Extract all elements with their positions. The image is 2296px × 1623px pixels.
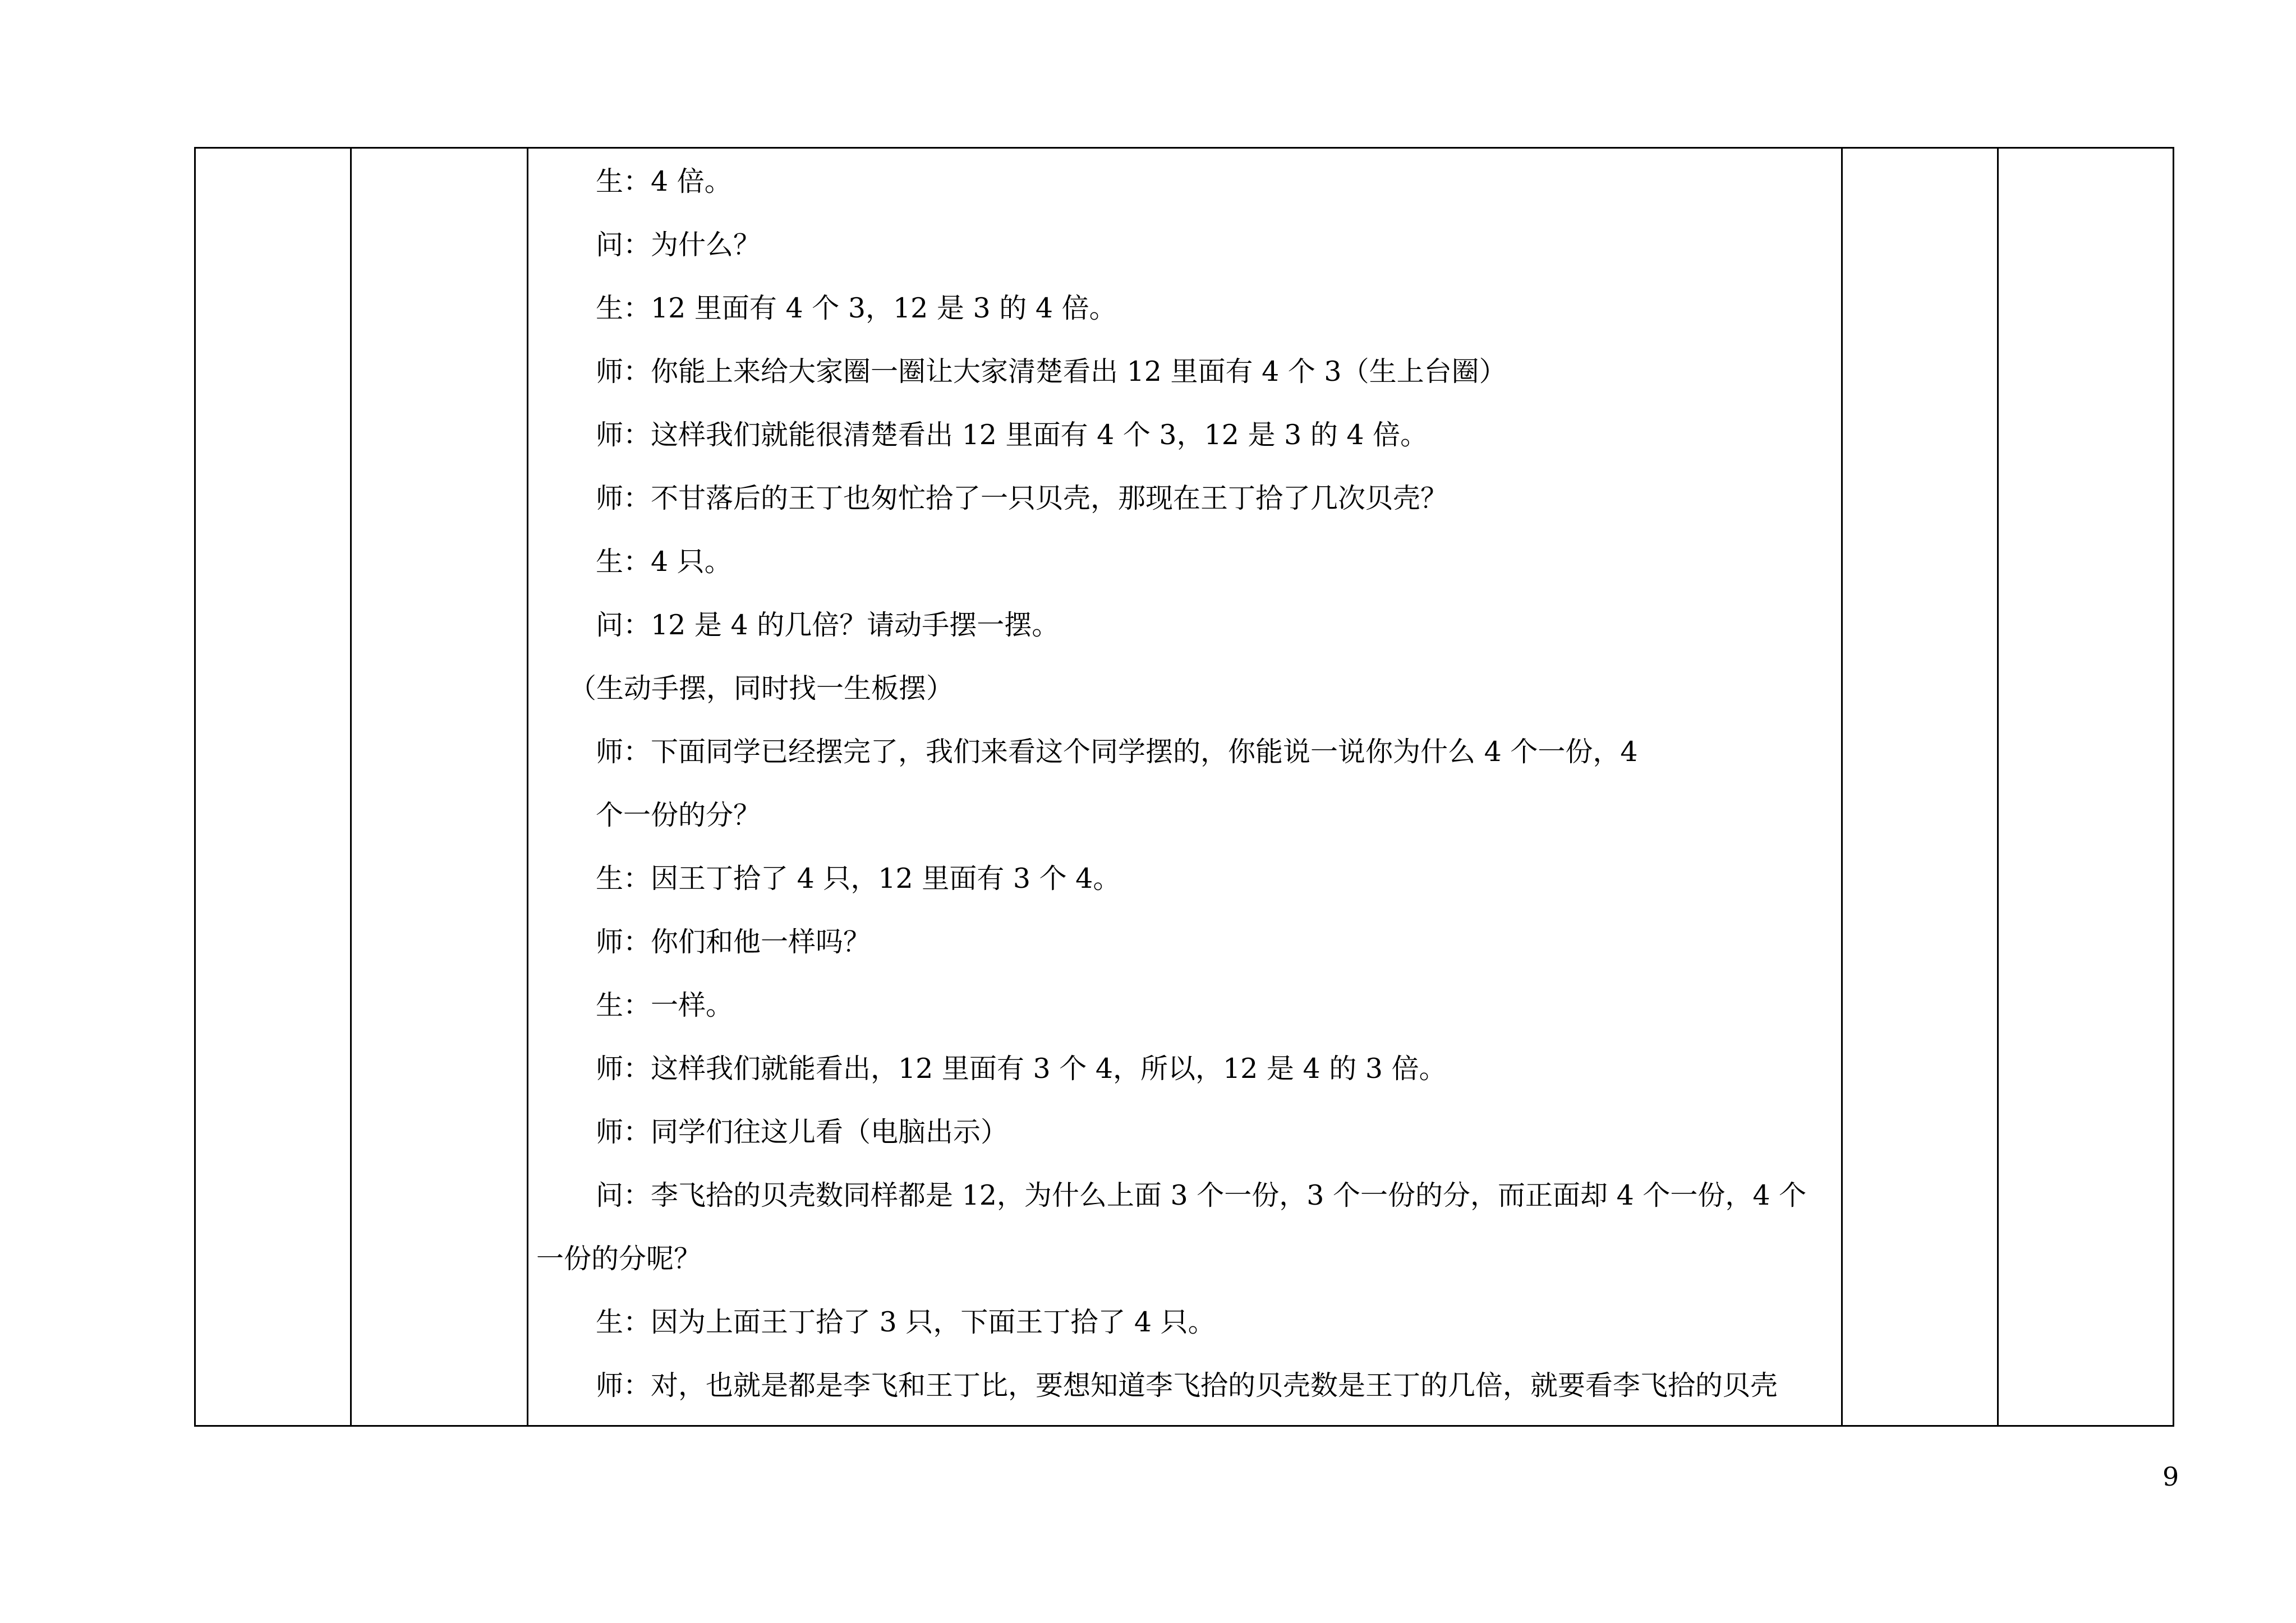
dialogue-line: 问：李飞拾的贝壳数同样都是 12，为什么上面 3 个一份，3 个一份的分，而正面却 4 个一份，4 个 (596, 1179, 1807, 1211)
dialogue-line: 师：你们和他一样吗？ (596, 926, 871, 958)
dialogue-line: 问：为什么？ (596, 229, 761, 261)
dialogue-line: 师：这样我们就能看出，12 里面有 3 个 4，所以，12 是 4 的 3 倍。 (596, 1053, 1447, 1085)
dialogue-line: 生：因王丁拾了 4 只，12 里面有 3 个 4。 (596, 863, 1121, 895)
dialogue-line: 一份的分呢？ (536, 1243, 702, 1275)
column-divider (350, 149, 352, 1425)
column-divider (1997, 149, 1999, 1425)
dialogue-line: 生：4 只。 (596, 546, 732, 578)
dialogue-line: 生：一样。 (596, 989, 734, 1021)
dialogue-line: 问：12 是 4 的几倍？请动手摆一摆。 (596, 609, 1060, 641)
dialogue-line: 师：不甘落后的王丁也匆忙拾了一只贝壳，那现在王丁拾了几次贝壳？ (596, 482, 1448, 514)
dialogue-line: 师：同学们往这儿看（电脑出示） (596, 1116, 1009, 1148)
dialogue-line: 个一份的分？ (596, 799, 761, 831)
page-number: 9 (2162, 1461, 2179, 1492)
dialogue-line: （生动手摆，同时找一生板摆） (569, 672, 954, 704)
lesson-content-cell (528, 147, 1841, 1427)
dialogue-line: 生：12 里面有 4 个 3，12 是 3 的 4 倍。 (596, 292, 1117, 324)
dialogue-line: 师：这样我们就能很清楚看出 12 里面有 4 个 3，12 是 3 的 4 倍。 (596, 419, 1428, 451)
dialogue-line: 师：对，也就是都是李飞和王丁比，要想知道李飞拾的贝壳数是王丁的几倍，就要看李飞拾的贝壳 (596, 1370, 1778, 1401)
column-divider (1841, 149, 1843, 1425)
dialogue-line: 师：你能上来给大家圈一圈让大家清楚看出 12 里面有 4 个 3（生上台圈） (596, 356, 1507, 388)
dialogue-line: 生：因为上面王丁拾了 3 只，下面王丁拾了 4 只。 (596, 1306, 1216, 1338)
dialogue-line: 生：4 倍。 (596, 165, 732, 197)
dialogue-line: 师：下面同学已经摆完了，我们来看这个同学摆的，你能说一说你为什么 4 个一份，4 (596, 736, 1638, 768)
